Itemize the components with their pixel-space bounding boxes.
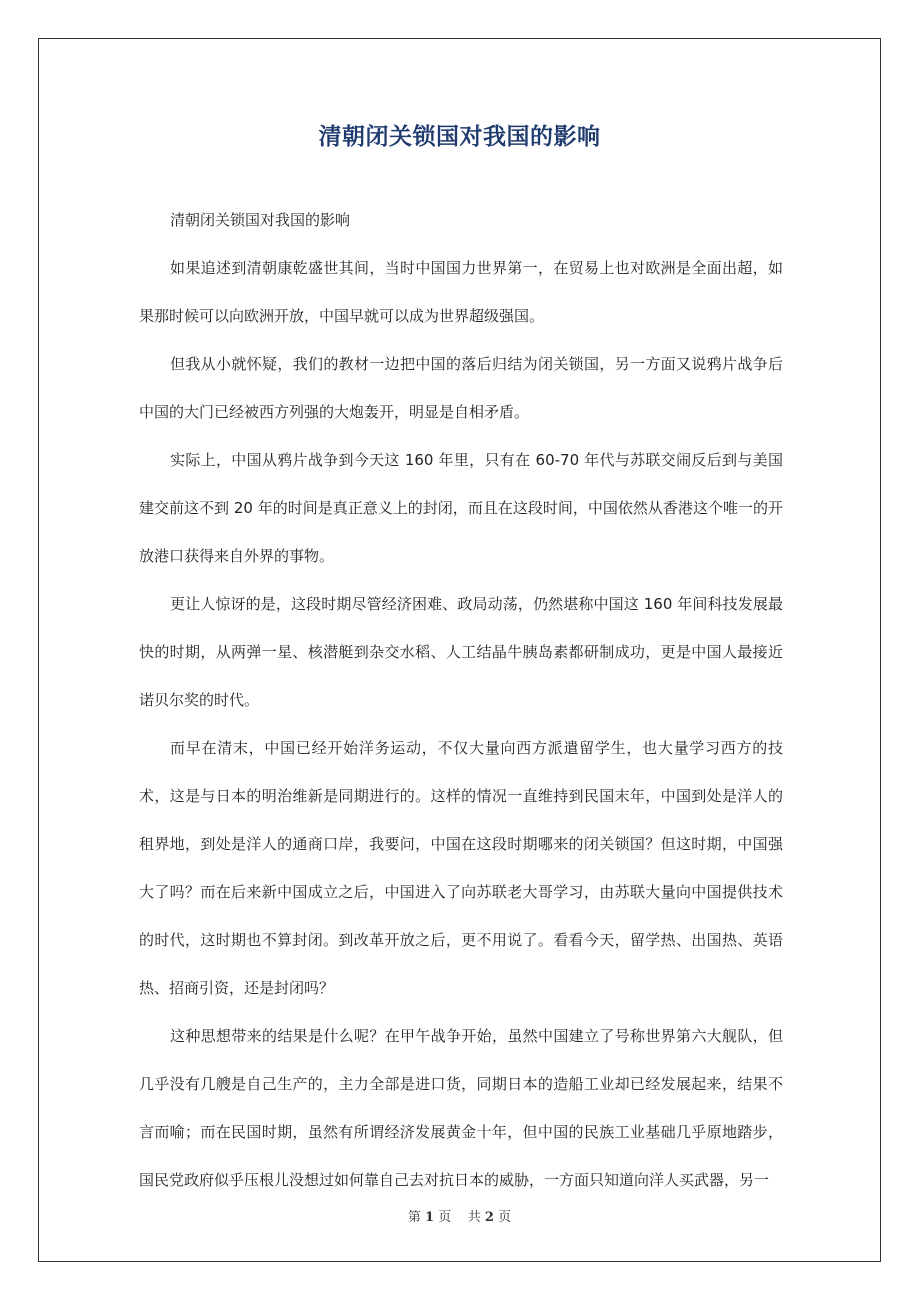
footer-total-prefix: 共 bbox=[467, 1210, 481, 1225]
paragraph-2: 但我从小就怀疑，我们的教材一边把中国的落后归结为闭关锁国，另一方面又说鸦片战争后中国的大门已经被西方列强的大炮轰开，明显是自相矛盾。 bbox=[139, 355, 783, 421]
paragraph-6: 这种思想带来的结果是什么呢？在甲午战争开始，虽然中国建立了号称世界第六大舰队，但几乎没有几艘是自己生产的，主力全部是进口货，同期日本的造船工业却已经发展起来，结果不言而喻；而在民国时期，虽然有所谓经济发展黄金十年，但中国的民族工业基础几乎原地踏步，国民党政府似乎压根儿没想过如何靠自己去对抗日本的威胁，一方面只知道向洋人买武器，另一 bbox=[139, 1027, 783, 1189]
footer-prefix: 第 bbox=[407, 1210, 421, 1225]
paragraph-1: 如果追述到清朝康乾盛世其间，当时中国国力世界第一，在贸易上也对欧洲是全面出超，如果那时候可以向欧洲开放，中国早就可以成为世界超级强国。 bbox=[139, 259, 783, 325]
page-footer bbox=[38, 1206, 881, 1225]
paragraph-subtitle: 清朝闭关锁国对我国的影响 bbox=[170, 211, 351, 229]
paragraph-3: 实际上，中国从鸦片战争到今天这 160 年里，只有在 60-70 年代与苏联交闹反后到与美国建交前这不到 20 年的时间是真正意义上的封闭，而且在这段时间，中国依然从香港这个唯一的开放港口获得来自外界的事物。 bbox=[139, 451, 783, 565]
paragraph-4: 更让人惊讶的是，这段时期尽管经济困难、政局动荡，仍然堪称中国这 160 年间科技发展最快的时期，从两弹一星、核潜艇到杂交水稻、人工结晶牛胰岛素都研制成功，更是中国人最接近诺贝尔奖的时代。 bbox=[139, 595, 783, 709]
footer-page-word: 页 bbox=[438, 1210, 452, 1225]
footer-current-page: 1 bbox=[425, 1210, 435, 1225]
footer-total-suffix: 页 bbox=[498, 1210, 512, 1225]
document-body bbox=[139, 196, 783, 1204]
document-title: 清朝闭关锁国对我国的影响 bbox=[318, 124, 601, 150]
paragraph-5: 而早在清末，中国已经开始洋务运动，不仅大量向西方派遣留学生，也大量学习西方的技术，这是与日本的明治维新是同期进行的。这样的情况一直维持到民国末年，中国到处是洋人的租界地，到处是洋人的通商口岸，我要问，中国在这段时期哪来的闭关锁国？但这时期，中国强大了吗？而在后来新中国成立之后，中国进入了向苏联老大哥学习，由苏联大量向中国提供技术的时代，这时期也不算封闭。到改革开放之后，更不用说了。看看今天，留学热、出国热、英语热、招商引资，还是封闭吗？ bbox=[139, 739, 783, 997]
footer-total-pages: 2 bbox=[484, 1210, 494, 1225]
